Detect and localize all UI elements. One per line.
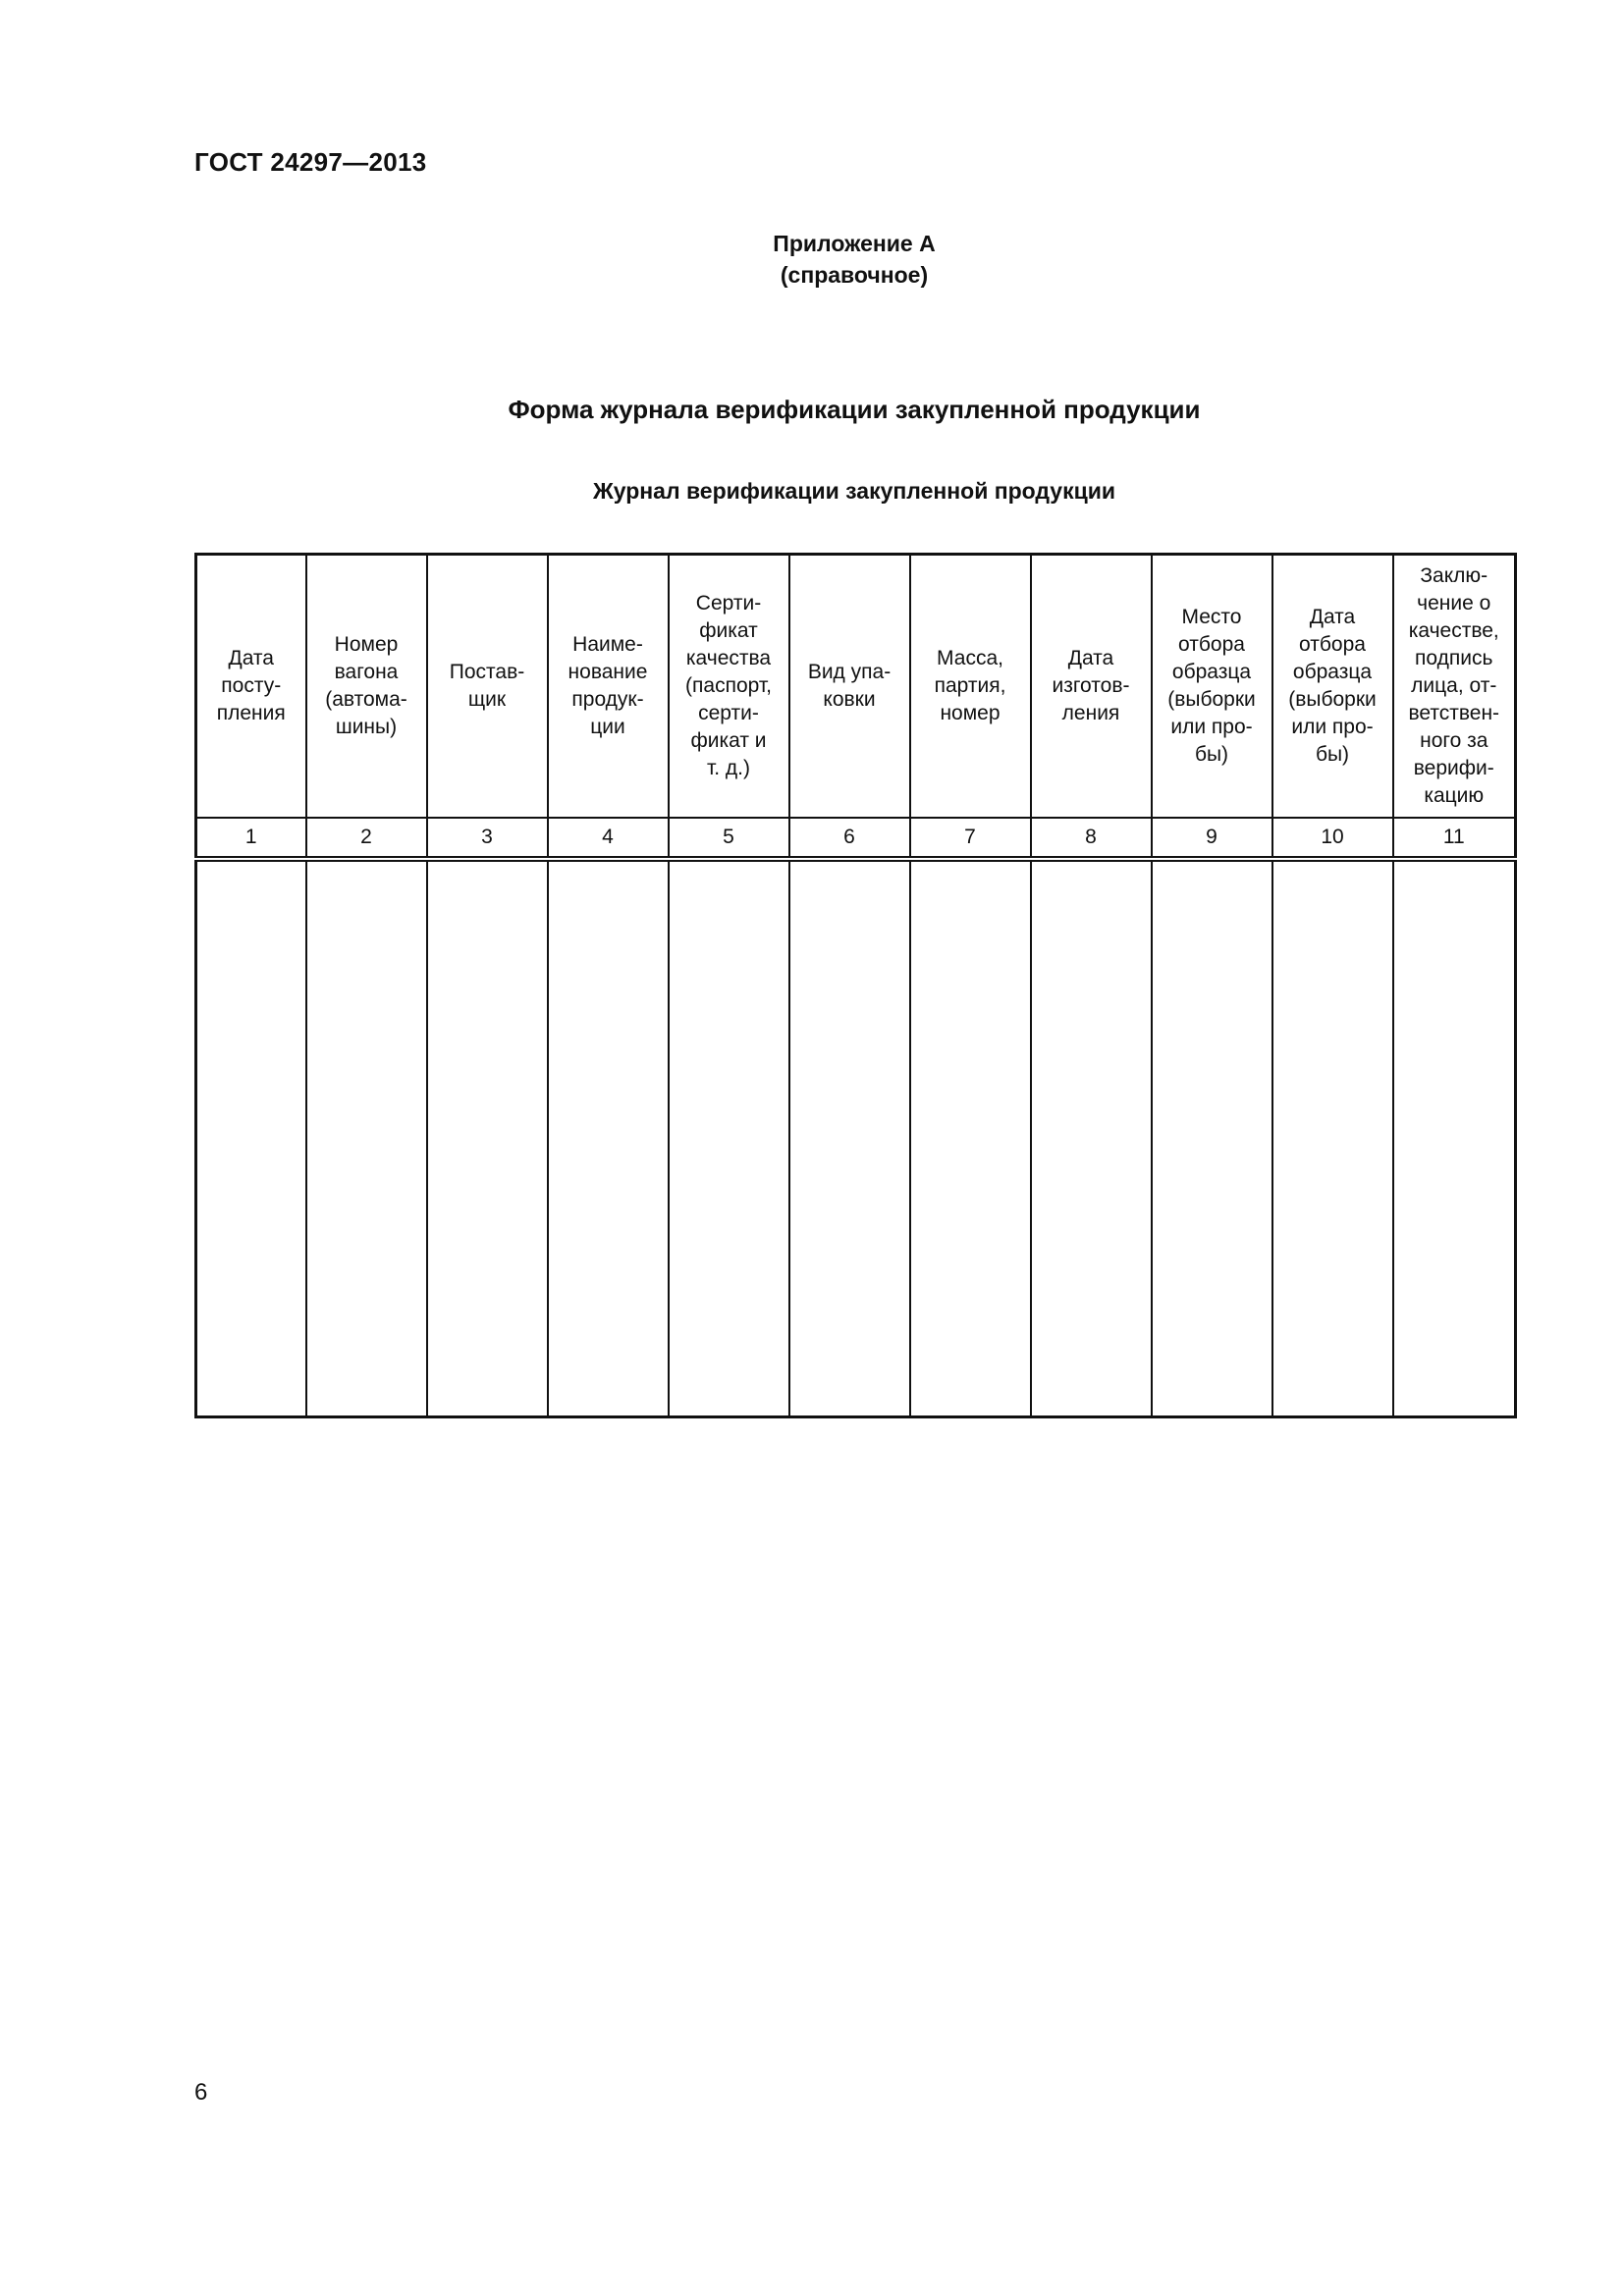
column-number: 10 <box>1272 818 1393 859</box>
column-number: 9 <box>1152 818 1272 859</box>
empty-cell <box>427 859 548 1417</box>
page-number: 6 <box>194 2079 208 2106</box>
empty-cell <box>1272 859 1393 1417</box>
column-number: 4 <box>548 818 669 859</box>
column-number: 6 <box>789 818 910 859</box>
empty-cell <box>1031 859 1152 1417</box>
column-number: 3 <box>427 818 548 859</box>
appendix-heading <box>0 228 1623 291</box>
empty-entry-row <box>196 859 1516 1417</box>
header-row <box>196 555 1516 819</box>
empty-cell <box>1152 859 1272 1417</box>
empty-cell <box>196 859 306 1417</box>
empty-cell <box>548 859 669 1417</box>
column-number: 8 <box>1031 818 1152 859</box>
column-number-row <box>196 818 1516 859</box>
column-header-wagon-number: Номер вагона (автома- шины) <box>306 555 427 819</box>
column-header-mass-batch-number: Масса, партия, номер <box>910 555 1031 819</box>
column-header-sampling-date: Дата отбора образца (выборки или про- бы) <box>1272 555 1393 819</box>
column-number: 2 <box>306 818 427 859</box>
column-number: 5 <box>669 818 789 859</box>
empty-cell <box>669 859 789 1417</box>
column-header-manufacture-date: Дата изготов- ления <box>1031 555 1152 819</box>
empty-cell <box>1393 859 1516 1417</box>
column-header-packaging-type: Вид упа- ковки <box>789 555 910 819</box>
column-header-sampling-place: Место отбора образца (выборки или про- бы) <box>1152 555 1272 819</box>
column-number: 1 <box>196 818 306 859</box>
appendix-title: Приложение А <box>773 231 936 256</box>
form-title: Форма журнала верификации закупленной продукции <box>508 395 1201 424</box>
column-number: 7 <box>910 818 1031 859</box>
journal-table <box>194 553 1517 1418</box>
column-number: 11 <box>1393 818 1516 859</box>
journal-title: Журнал верификации закупленной продукции <box>592 478 1116 504</box>
column-header-product-name: Наиме- нование продук- ции <box>548 555 669 819</box>
column-header-quality-conclusion: Заклю- чение о качестве, подпись лица, от- ветствен- ного за верифи- кацию <box>1393 555 1516 819</box>
document-code: ГОСТ 24297—2013 <box>194 147 427 177</box>
empty-cell <box>910 859 1031 1417</box>
column-header-receipt-date: Дата посту- пления <box>196 555 306 819</box>
empty-cell <box>306 859 427 1417</box>
empty-cell <box>789 859 910 1417</box>
column-header-quality-certificate: Серти- фикат качества (паспорт, серти- фикат и т. д.) <box>669 555 789 819</box>
column-header-supplier: Постав- щик <box>427 555 548 819</box>
appendix-kind: (справочное) <box>780 262 929 288</box>
